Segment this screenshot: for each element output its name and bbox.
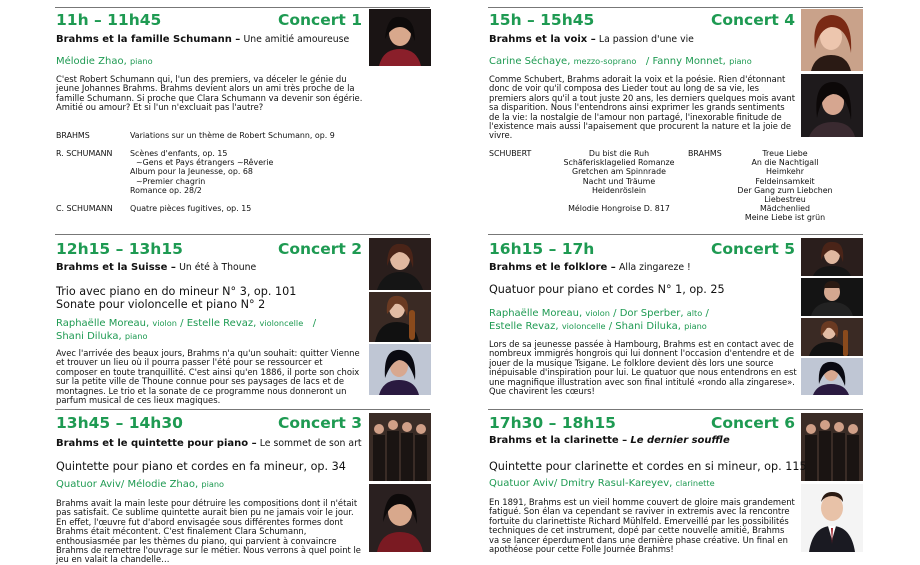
concert-1-description: C'est Robert Schumann qui, l'un des premiers, va déceler le génie du jeune Johannes Brahms. Brahms devient alors un ami très proche de la famille Schumann. Si proche que Clara Schumann va devenir son égérie. Amitié ou amour? Et si l'un n'excluait pas l'autre?	[56, 74, 363, 113]
concert-5-label: Concert 5	[711, 240, 795, 258]
concert-4-photo-2	[801, 74, 863, 137]
concert-2-photo-2	[369, 292, 431, 342]
concert-2-description: Avec l'arrivée des beaux jours, Brahms n'a qu'un souhait: quitter Vienne et trouver un lieu où il pourra passer l'été pour se ressourcer et composer en toute tranquillité. C'est ainsi qu'en 1886, il porte son choix sur la petite ville de Thoune connue pour ses paysages de lacs et de montagnes. Le trio et la sonate de ce programme nous donneront un parfum musical de ces lieux magiques.	[56, 348, 360, 406]
concert-1-label: Concert 1	[278, 11, 362, 29]
concert-4-title: Brahms et la voix – La passion d'une vie	[489, 34, 694, 45]
concert-5-works: Quatuor pour piano et cordes N° 1, op. 25	[489, 283, 725, 296]
concert-6-performers: Quatuor Aviv/ Dmitry Rasul-Kareyev, clarinette	[489, 478, 715, 489]
concert-5-photo-2	[801, 278, 863, 316]
top-rule-left	[55, 7, 430, 8]
concert-4-composer-brahms: BRAHMS	[688, 149, 722, 158]
concert-5-time: 16h15 – 17h	[489, 240, 595, 258]
concert-1-work-2: Scènes d'enfants, op. 15 ~Gens et Pays étrangers ~Rêverie Album pour la Jeunesse, op. 68 ~Premier chagrin Romance op. 28/2	[130, 149, 274, 195]
concert-6-photo-1	[801, 413, 863, 481]
top-rule-right	[488, 7, 863, 8]
concert-3-label: Concert 3	[278, 414, 362, 432]
concert-1-composer-1: BRAHMS	[56, 131, 90, 140]
concert-6-works: Quintette pour clarinette et cordes en si mineur, op. 115	[489, 460, 807, 473]
concert-1-photo	[369, 9, 431, 66]
concert-1-work-3: Quatre pièces fugitives, op. 15	[130, 204, 252, 213]
concert-4-composer-schubert: SCHUBERT	[489, 149, 532, 158]
concert-2-works: Trio avec piano en do mineur N° 3, op. 101 Sonate pour violoncelle et piano N° 2	[56, 285, 297, 311]
concert-4-performers: Carine Séchaye, mezzo-soprano / Fanny Monnet, piano	[489, 56, 752, 67]
concert-2-label: Concert 2	[278, 240, 362, 258]
concert-1-title: Brahms et la famille Schumann – Une amitié amoureuse	[56, 34, 350, 45]
concert-5-photo-1	[801, 238, 863, 276]
concert-4-time: 15h – 15h45	[489, 11, 595, 29]
concert-5-title: Brahms et le folklore – Alla zingareze !	[489, 262, 691, 273]
concert-6-photo-2	[801, 484, 863, 552]
concert-1-performers: Mélodie Zhao, piano	[56, 56, 153, 67]
concert-3-time: 13h45 – 14h30	[56, 414, 183, 432]
concert-1-time: 11h – 11h45	[56, 11, 162, 29]
concert-5-photo-3	[801, 318, 863, 356]
concert-3-rule	[55, 409, 430, 410]
concert-4-description: Comme Schubert, Brahms adorait la voix et la poésie. Rien d'étonnant donc de voir qu'il composa des Lieder tout au long de sa vie, les premiers alors qu'il a tout juste 20 ans, les derniers quelques mois avant sa disparition. Nous l'entendrons ainsi exprimer les grands sentiments de la vie: la nostalgie de l'amour non partagé, l'inexorable finitude de l'existence mais aussi l'apaisement que procurent la nature et la joie de vivre.	[489, 74, 796, 141]
concert-4-label: Concert 4	[711, 11, 795, 29]
concert-5-rule	[488, 234, 863, 235]
concert-2-photo-1	[369, 238, 431, 290]
concert-1-composer-2: R. SCHUMANN	[56, 149, 113, 158]
concert-3-performers: Quatuor Aviv/ Mélodie Zhao, piano	[56, 479, 225, 490]
concert-6-title: Brahms et la clarinette – Le dernier souffle	[489, 435, 730, 446]
concert-3-title: Brahms et le quintette pour piano – Le sommet de son art	[56, 438, 362, 449]
concert-3-photo-2	[369, 484, 431, 552]
concert-4-photo-1	[801, 9, 863, 71]
concert-4-schubert-works: Du bist die Ruh Schäferisklagelied Romanze Gretchen am Spinnrade Nacht und Träume Heidenröslein Mélodie Hongroise D. 817	[563, 149, 675, 214]
concert-2-rule	[55, 234, 430, 235]
concert-2-photo-3	[369, 344, 431, 395]
concert-3-works: Quintette pour piano et cordes en fa mineur, op. 34	[56, 460, 346, 473]
concert-3-description: Brahms avait la main leste pour détruire les compositions dont il n'était pas satisfait. Ce sublime quintette aurait bien pu ne jamais voir le jour. En effet, l'œuvre fut d'abord envisagée sous différentes formes dont Brahms était mécontent. C'est finalement Clara Schumann, enthousiasmée par les thèmes du piano, qui parvient à convaincre Brahms de remettre l'ouvrage sur le métier. Nous verrons à quel point le jeu en valait la chandelle…	[56, 498, 361, 565]
concert-2-performers: Raphaëlle Moreau, violon / Estelle Revaz, violoncelle / Shani Diluka, piano	[56, 318, 317, 342]
concert-6-time: 17h30 – 18h15	[489, 414, 616, 432]
concert-6-rule	[488, 409, 863, 410]
concert-3-photo-1	[369, 413, 431, 481]
concert-4-brahms-works: Treue Liebe An die Nachtigall Heimkehr Feldeinsamkeit Der Gang zum Liebchen Liebestreu Mädchenlied Meine Liebe ist grün	[737, 149, 833, 223]
concert-1-composer-3: C. SCHUMANN	[56, 204, 113, 213]
concert-6-label: Concert 6	[711, 414, 795, 432]
concert-5-performers: Raphaëlle Moreau, violon / Dor Sperber, alto / Estelle Revaz, violoncelle / Shani Diluka, piano	[489, 308, 709, 332]
concert-1-work-1: Variations sur un thème de Robert Schumann, op. 9	[130, 131, 335, 140]
concert-5-photo-4	[801, 358, 863, 395]
concert-6-description: En 1891, Brahms est un vieil homme couvert de gloire mais grandement fatigué. Son élan va cependant se raviver in extremis avec la rencontre fortuite du clarinettiste Richard Mühlfeld. Emerveillé par les possibilités techniques de cet instrument, dopé par cette nouvelle amitié, Brahms va se lancer éperdument dans une dernière phase créative. Un final en apothéose pour cette Folle Journée Brahms!	[489, 497, 795, 555]
concert-2-time: 12h15 – 13h15	[56, 240, 183, 258]
concert-5-description: Lors de sa jeunesse passée à Hambourg, Brahms est en contact avec de nombreux immigrés hongrois qui lui donnent l'occasion d'entendre et de jouer de la musique Tsigane. Le folklore devient dès lors une source inépuisable d'inspiration pour lui. Le quatuor que nous entendrons en est une magnifique illustration avec son final intitulé «rondo alla zingarese». Que chavirent les cœurs!	[489, 339, 797, 397]
concert-2-title: Brahms et la Suisse – Un été à Thoune	[56, 262, 257, 273]
